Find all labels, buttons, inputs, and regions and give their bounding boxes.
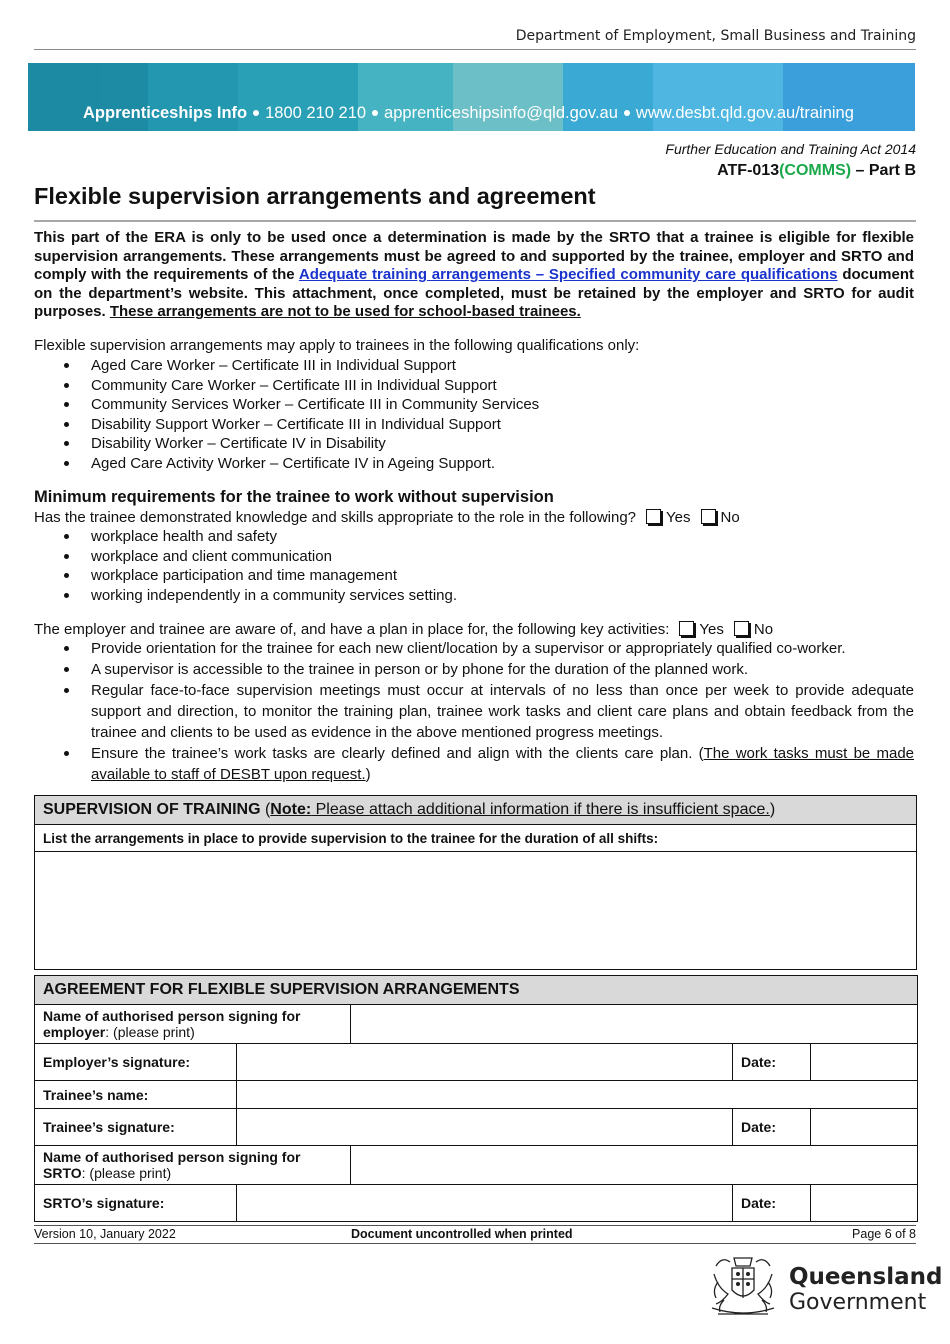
department-name: Department of Employment, Small Business and Training bbox=[515, 28, 916, 44]
activities-no-checkbox[interactable] bbox=[734, 621, 749, 636]
header-divider bbox=[34, 49, 916, 50]
intro-paragraph: This part of the ERA is only to be used once a determination is made by the SRTO that a trainee is eligible for flexible supervision arrangements. These arrangements must be agreed to and supported by the trainee, employer and SRTO and comply with the requirements of the Adequate training arrangements – Specified community care qualifications document on the department’s website. This attachment, once completed, must be retained by the employer and SRTO for audit purposes. These arrangements are not to be used for school-based trainees. bbox=[34, 229, 914, 320]
list-item: working independently in a community services setting. bbox=[34, 586, 914, 606]
srto-date-field[interactable] bbox=[811, 1185, 918, 1222]
banner-name: Apprenticeships Info bbox=[83, 104, 248, 122]
minimum-requirements-heading: Minimum requirements for the trainee to work without supervision bbox=[34, 488, 554, 506]
activities-list bbox=[34, 638, 914, 785]
list-item: Aged Care Worker – Certificate III in Individual Support bbox=[34, 356, 914, 376]
footer-divider-bottom bbox=[34, 1243, 916, 1244]
list-item: Ensure the trainee’s work tasks are clearly defined and align with the clients care plan. (The work tasks must be made available to staff of DESBT upon request.) bbox=[34, 743, 914, 785]
agreement-table bbox=[34, 975, 918, 1222]
adequate-training-link[interactable]: Adequate training arrangements – Specified community care qualifications bbox=[298, 266, 838, 283]
list-item: Aged Care Activity Worker – Certificate IV in Ageing Support. bbox=[34, 454, 914, 474]
list-item: Disability Support Worker – Certificate III in Individual Support bbox=[34, 415, 914, 435]
form-code: ATF-013(COMMS) – Part B bbox=[717, 162, 916, 179]
supervision-heading: SUPERVISION OF TRAINING (Note: Please attach additional information if there is insufficient space.) bbox=[35, 796, 917, 825]
trainee-signature-label: Trainee’s signature: bbox=[35, 1109, 237, 1146]
activities-yes-checkbox[interactable] bbox=[679, 621, 694, 636]
minimum-no-checkbox[interactable] bbox=[701, 509, 716, 524]
srto-name-label: Name of authorised person signing for SRTO: (please print) bbox=[35, 1146, 351, 1185]
list-item: Regular face-to-face supervision meetings must occur at intervals of no less than once per week to provide adequate support and direction, to monitor the training plan, trainee work tasks and client care plans and obtain feedback from the trainee and clients to be used as evidence in the above mentioned progress meetings. bbox=[34, 680, 914, 743]
trainee-signature-field[interactable] bbox=[237, 1109, 733, 1146]
list-item: Community Care Worker – Certificate III in Individual Support bbox=[34, 376, 914, 396]
list-item: workplace health and safety bbox=[34, 527, 914, 547]
minimum-yes-checkbox[interactable] bbox=[646, 509, 661, 524]
srto-name-field[interactable] bbox=[351, 1146, 918, 1185]
list-item: Provide orientation for the trainee for each new client/location by a supervisor or appropriately qualified co-worker. bbox=[34, 638, 914, 659]
supervision-prompt: List the arrangements in place to provide supervision to the trainee for the duration of all shifts: bbox=[35, 825, 917, 852]
footer-divider bbox=[34, 1225, 916, 1226]
employer-signature-field[interactable] bbox=[237, 1044, 733, 1081]
employer-date-field[interactable] bbox=[811, 1044, 918, 1081]
activities-question: The employer and trainee are aware of, and have a plan in place for, the following key activities: Yes No bbox=[34, 621, 774, 638]
footer-uncontrolled: Document uncontrolled when printed bbox=[351, 1227, 573, 1241]
minimum-list bbox=[34, 527, 914, 605]
minimum-question: Has the trainee demonstrated knowledge and skills appropriate to the role in the following? Yes No bbox=[34, 509, 740, 526]
supervision-arrangements-field[interactable] bbox=[35, 852, 917, 970]
banner-website[interactable]: www.desbt.qld.gov.au/training bbox=[635, 104, 854, 122]
list-item: Community Services Worker – Certificate III in Community Services bbox=[34, 395, 914, 415]
act-reference: Further Education and Training Act 2014 bbox=[665, 141, 916, 157]
queensland-crest-icon bbox=[708, 1252, 778, 1320]
footer-page-number: Page 6 of 8 bbox=[852, 1227, 916, 1241]
title-divider bbox=[34, 220, 916, 222]
srto-signature-label: SRTO’s signature: bbox=[35, 1185, 237, 1222]
employer-name-field[interactable] bbox=[351, 1005, 918, 1044]
employer-name-label: Name of authorised person signing for employer: (please print) bbox=[35, 1005, 351, 1044]
list-item: A supervisor is accessible to the trainee in person or by phone for the duration of the planned work. bbox=[34, 659, 914, 680]
qualifications-lead: Flexible supervision arrangements may apply to trainees in the following qualifications only: bbox=[34, 337, 640, 354]
qualifications-list bbox=[34, 356, 914, 473]
list-item: Disability Worker – Certificate IV in Disability bbox=[34, 434, 914, 454]
employer-signature-label: Employer’s signature: bbox=[35, 1044, 237, 1081]
banner-phone[interactable]: 1800 210 210 bbox=[265, 104, 367, 122]
agreement-heading: AGREEMENT FOR FLEXIBLE SUPERVISION ARRANGEMENTS bbox=[35, 976, 918, 1005]
date-label: Date: bbox=[733, 1109, 811, 1146]
list-item: workplace and client communication bbox=[34, 547, 914, 567]
trainee-name-field[interactable] bbox=[237, 1081, 918, 1109]
trainee-name-label: Trainee’s name: bbox=[35, 1081, 237, 1109]
supervision-table bbox=[34, 795, 917, 970]
queensland-government-logo: Queensland Government bbox=[789, 1264, 943, 1315]
list-item: workplace participation and time management bbox=[34, 566, 914, 586]
trainee-date-field[interactable] bbox=[811, 1109, 918, 1146]
banner-email[interactable]: apprenticeshipsinfo@qld.gov.au bbox=[384, 104, 618, 122]
date-label: Date: bbox=[733, 1044, 811, 1081]
footer-version: Version 10, January 2022 bbox=[34, 1227, 176, 1241]
srto-signature-field[interactable] bbox=[237, 1185, 733, 1222]
page-title: Flexible supervision arrangements and agreement bbox=[34, 183, 596, 209]
info-banner bbox=[28, 63, 915, 131]
form-variant: (COMMS) bbox=[779, 162, 852, 179]
date-label: Date: bbox=[733, 1185, 811, 1222]
